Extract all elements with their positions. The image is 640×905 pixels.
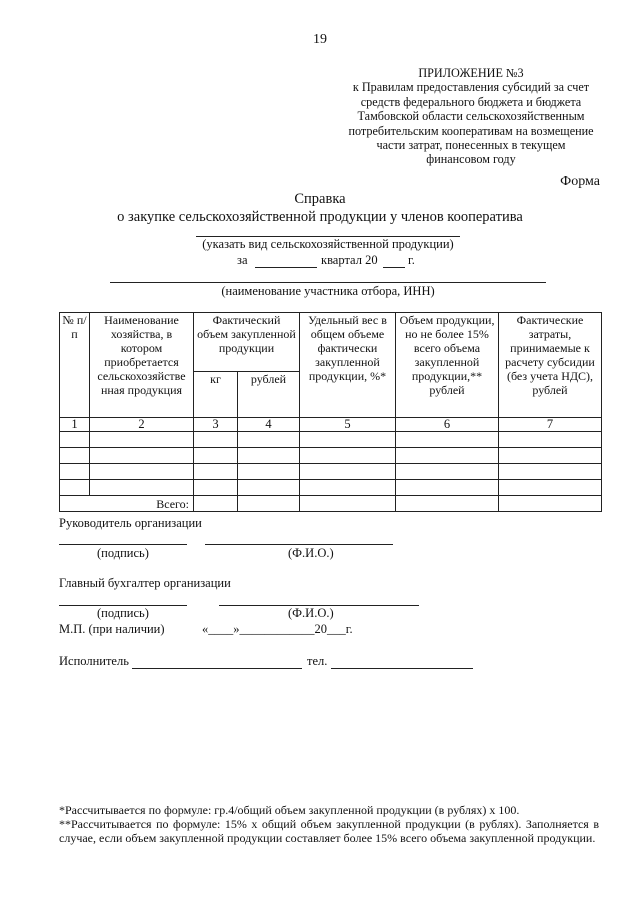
- appendix-line: ПРИЛОЖЕНИЕ №3: [418, 66, 524, 80]
- document-title: [0, 190, 640, 226]
- accountant-sign-caption: (подпись): [97, 606, 149, 620]
- table-cell[interactable]: [60, 448, 90, 464]
- title-line-1: Справка: [294, 191, 346, 207]
- table-cell[interactable]: [60, 464, 90, 480]
- table-cell[interactable]: [499, 464, 602, 480]
- appendix-line: к Правилам предоставления субсидий за счет: [352, 80, 590, 95]
- appendix-line: финансовом году: [426, 152, 516, 167]
- head-name-line[interactable]: [205, 544, 393, 545]
- appendix-line: части затрат, понесенных в текущем: [376, 138, 566, 153]
- header-volume-15: Объем продукции, но не более 15% всего объема закупленной продукции,** рублей: [396, 313, 499, 418]
- column-number: 3: [194, 418, 238, 432]
- total-row: [60, 496, 602, 512]
- table-cell[interactable]: [238, 464, 300, 480]
- table-row: [60, 448, 602, 464]
- appendix-line: Тамбовской области сельскохозяйственным: [357, 109, 585, 124]
- head-sign-caption: (подпись): [97, 546, 149, 560]
- column-number: 5: [300, 418, 396, 432]
- table-cell[interactable]: [396, 464, 499, 480]
- table-cell[interactable]: [60, 432, 90, 448]
- participant-caption: (наименование участника отбора, ИНН): [221, 284, 435, 298]
- total-cell[interactable]: [499, 496, 602, 512]
- table-cell[interactable]: [499, 432, 602, 448]
- year-blank[interactable]: [383, 267, 405, 268]
- table-cell[interactable]: [300, 464, 396, 480]
- total-cell[interactable]: [300, 496, 396, 512]
- head-name-caption: (Ф.И.О.): [288, 546, 334, 560]
- table-cell[interactable]: [396, 448, 499, 464]
- form-label: Форма: [560, 174, 600, 189]
- table-cell[interactable]: [60, 480, 90, 496]
- table-cell[interactable]: [238, 432, 300, 448]
- product-type-caption: (указать вид сельскохозяйственной продукции): [202, 237, 454, 251]
- table-cell[interactable]: [194, 480, 238, 496]
- quarter-word: квартал 20: [321, 253, 378, 267]
- header-actual-costs: Фактические затраты, принимаемые к расчету субсидии (без учета НДС), рублей: [499, 313, 602, 418]
- header-rubles: рублей: [238, 372, 300, 418]
- total-cell[interactable]: [238, 496, 300, 512]
- footnote-1: *Рассчитывается по формуле: гр.4/общий объем закупленной продукции (в рублях) х 100.: [59, 803, 520, 817]
- table-cell[interactable]: [396, 480, 499, 496]
- column-number: 4: [238, 418, 300, 432]
- phone-label: тел.: [307, 654, 328, 668]
- quarter-prefix: за: [237, 253, 248, 267]
- table-cell[interactable]: [499, 448, 602, 464]
- stamp-label: М.П. (при наличии): [59, 622, 165, 636]
- appendix-line: потребительским кооперативам на возмещение: [348, 123, 594, 138]
- purchase-table: [59, 312, 602, 512]
- phone-line[interactable]: [331, 668, 473, 669]
- table-cell[interactable]: [300, 432, 396, 448]
- table-cell[interactable]: [90, 432, 194, 448]
- table-cell[interactable]: [396, 432, 499, 448]
- head-title: Руководитель организации: [59, 516, 202, 530]
- table-cell[interactable]: [90, 480, 194, 496]
- table-cell[interactable]: [194, 432, 238, 448]
- table-cell[interactable]: [194, 464, 238, 480]
- total-label: Всего:: [60, 496, 194, 512]
- table-row: [60, 432, 602, 448]
- accountant-title: Главный бухгалтер организации: [59, 576, 231, 590]
- date-field[interactable]: «____»____________20___г.: [202, 622, 353, 636]
- header-kg: кг: [194, 372, 238, 418]
- quarter-blank[interactable]: [255, 267, 317, 268]
- quarter-suffix: г.: [408, 253, 415, 267]
- table-cell[interactable]: [300, 480, 396, 496]
- appendix-line: средств федерального бюджета и бюджета: [360, 94, 582, 109]
- column-number: 2: [90, 418, 194, 432]
- title-line-2: о закупке сельскохозяйственной продукции у членов кооператива: [117, 209, 523, 225]
- header-number: № п/п: [60, 313, 90, 418]
- header-actual-volume: Фактический объем закупленной продукции: [194, 313, 300, 372]
- header-farm-name: Наименование хозяйства, в котором приобретается сельскохозяйстве нная продукция: [90, 313, 194, 418]
- total-cell[interactable]: [396, 496, 499, 512]
- appendix-header: [330, 66, 612, 167]
- table-cell[interactable]: [90, 448, 194, 464]
- executor-label: Исполнитель: [59, 654, 129, 668]
- table-cell[interactable]: [238, 480, 300, 496]
- column-number: 6: [396, 418, 499, 432]
- table-cell[interactable]: [300, 448, 396, 464]
- table-row: [60, 480, 602, 496]
- header-share: Удельный вес в общем объеме фактически закупленной продукции, %*: [300, 313, 396, 418]
- table-cell[interactable]: [499, 480, 602, 496]
- executor-name-line[interactable]: [132, 668, 302, 669]
- table-row: [60, 464, 602, 480]
- total-cell[interactable]: [194, 496, 238, 512]
- participant-line[interactable]: [110, 282, 546, 283]
- accountant-name-caption: (Ф.И.О.): [288, 606, 334, 620]
- page-number: 19: [313, 32, 327, 47]
- footnote-2: **Рассчитывается по формуле: 15% х общий объем закупленной продукции (в рублях). Заполняется в случае, если объем закупленной продукции составляет более 15% всего объема закупленной продукции.: [59, 817, 599, 846]
- head-signature-line[interactable]: [59, 544, 187, 545]
- table-cell[interactable]: [90, 464, 194, 480]
- column-number: 1: [60, 418, 90, 432]
- column-number: 7: [499, 418, 602, 432]
- footnotes: [59, 803, 599, 846]
- table-cell[interactable]: [194, 448, 238, 464]
- table-cell[interactable]: [238, 448, 300, 464]
